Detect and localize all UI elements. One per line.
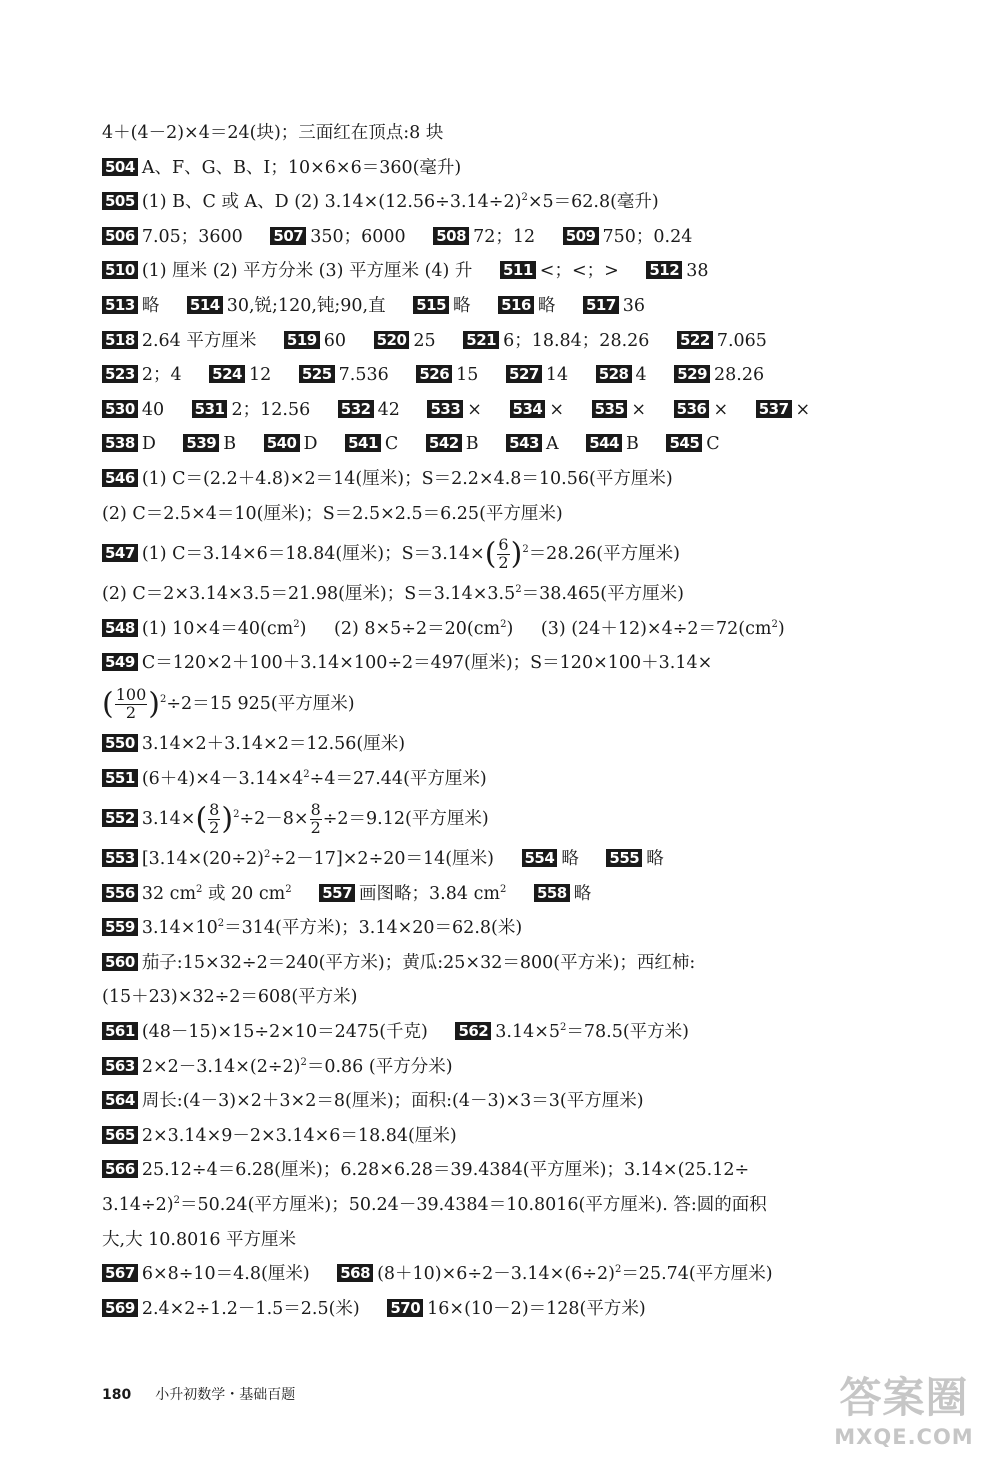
answer-text: 30,锐;120,钝;90,直 xyxy=(226,295,386,316)
exponent: 2 xyxy=(614,1264,622,1276)
fraction-denominator: 2 xyxy=(209,818,220,838)
answer-text: 25 xyxy=(413,330,436,351)
answer-text: D xyxy=(303,434,318,455)
answer-text: 350；6000 xyxy=(310,226,406,247)
question-number-badge: 513 xyxy=(102,296,138,314)
answer-line xyxy=(102,324,920,359)
fraction xyxy=(208,802,220,837)
answer-text: A xyxy=(545,434,559,455)
question-number-badge: 534 xyxy=(510,400,546,418)
question-number-badge: 553 xyxy=(102,849,138,867)
answer-text: (2) 8×5÷2＝20(cm xyxy=(334,618,501,639)
question-number-badge: 551 xyxy=(102,769,138,787)
question-number-badge: 538 xyxy=(102,434,138,452)
answer-line xyxy=(102,116,920,151)
question-number-badge: 539 xyxy=(183,434,219,452)
answer-text: 4 xyxy=(635,365,647,386)
fraction-numerator: 6 xyxy=(498,535,509,555)
question-number-badge: 508 xyxy=(433,227,469,245)
question-number-badge: 530 xyxy=(102,400,138,418)
answer-line xyxy=(102,946,920,981)
fraction xyxy=(310,802,322,837)
answer-text: (1) C＝(2.2＋4.8)×2＝14(厘米)；S＝2.2×4.8＝10.56(平方厘米) xyxy=(141,468,673,489)
answer-text: ＝314(平方米)；3.14×20＝62.8(米) xyxy=(224,918,523,939)
answer-line xyxy=(102,358,920,393)
answer-text: <；<；> xyxy=(539,261,619,282)
question-number-badge: 527 xyxy=(506,365,542,383)
question-number-badge: 504 xyxy=(102,158,138,176)
answer-text: ＝0.86 (平方分米) xyxy=(306,1056,453,1077)
answer-text: ＝78.5(平方米) xyxy=(566,1022,690,1043)
question-number-badge: 522 xyxy=(677,331,713,349)
answer-line xyxy=(102,1050,920,1085)
answer-text: 略 xyxy=(453,295,471,316)
question-number-badge: 523 xyxy=(102,365,138,383)
fraction xyxy=(115,687,148,722)
question-number-badge: 561 xyxy=(102,1022,138,1040)
question-number-badge: 568 xyxy=(337,1264,373,1282)
answer-text: 15 xyxy=(456,365,479,386)
answer-text: 60 xyxy=(323,330,347,351)
question-number-badge: 565 xyxy=(102,1126,138,1144)
question-number-badge: 519 xyxy=(284,331,320,349)
answer-text: 38 xyxy=(686,261,709,282)
question-number-badge: 517 xyxy=(583,296,619,314)
question-number-badge: 528 xyxy=(596,365,632,383)
answer-text: 6×8÷10＝4.8(厘米) xyxy=(141,1264,310,1285)
answer-text: (48－15)×15÷2×10＝2475(千克) xyxy=(141,1022,428,1043)
answer-text: (2) C＝2×3.14×3.5＝21.98(厘米)；S＝3.14×3.5 xyxy=(102,584,516,605)
answer-text: 7.065 xyxy=(716,330,767,351)
answer-text: × xyxy=(467,399,482,420)
question-number-badge: 514 xyxy=(187,296,223,314)
answer-line xyxy=(102,646,920,681)
page-footer xyxy=(102,1385,702,1405)
answer-text: 32 cm xyxy=(141,883,197,904)
answer-text: 3.14× xyxy=(141,809,196,830)
answer-text: [3.14×(20÷2) xyxy=(141,849,264,870)
answer-text: 7.05；3600 xyxy=(141,226,243,247)
question-number-badge: 526 xyxy=(416,365,452,383)
question-number-badge: 512 xyxy=(646,261,682,279)
answer-text: ÷2＝15 925(平方厘米) xyxy=(166,693,355,714)
exponent: 2 xyxy=(522,544,529,556)
question-number-badge: 532 xyxy=(338,400,374,418)
answer-line xyxy=(102,220,920,255)
question-number-badge: 554 xyxy=(522,849,558,867)
exponent: 2 xyxy=(499,883,507,895)
answer-text: 3.14×2＋3.14×2＝12.56(厘米) xyxy=(141,733,406,754)
answer-text: (2) C＝2.5×4＝10(厘米)；S＝2.5×2.5＝6.25(平方厘米) xyxy=(102,503,563,524)
answer-text: 12 xyxy=(248,365,272,386)
question-number-badge: 505 xyxy=(102,192,138,210)
answer-text: 3.14×5 xyxy=(495,1022,561,1043)
answer-text: ÷4＝27.44(平方厘米) xyxy=(309,768,487,789)
question-number-badge: 569 xyxy=(102,1299,138,1317)
book-title: 小升初数学・基础百题 xyxy=(155,1387,296,1403)
fraction-denominator: 2 xyxy=(498,553,509,573)
question-number-badge: 549 xyxy=(102,653,138,671)
answer-text: (1) 10×4＝40(cm xyxy=(141,618,294,639)
exponent: 2 xyxy=(521,192,528,204)
answer-text: (15＋23)×32÷2＝608(平方米) xyxy=(102,987,358,1008)
question-number-badge: 544 xyxy=(586,434,622,452)
answer-text: 750；0.24 xyxy=(602,226,693,247)
page-number: 180 xyxy=(102,1387,132,1403)
answer-text: 2.4×2÷1.2－1.5＝2.5(米) xyxy=(141,1298,360,1319)
question-number-badge: 547 xyxy=(102,544,138,562)
question-number-badge: 510 xyxy=(102,261,138,279)
question-number-badge: 521 xyxy=(463,331,499,349)
answer-line xyxy=(102,1119,920,1154)
answer-text: B xyxy=(223,434,237,455)
answer-text: (8＋10)×6÷2－3.14×(6÷2) xyxy=(377,1264,615,1285)
exponent: 2 xyxy=(293,618,300,630)
answer-text: 略 xyxy=(646,849,664,870)
answer-text: C xyxy=(384,434,399,455)
answer-line xyxy=(102,577,920,612)
answer-text: 略 xyxy=(537,295,556,316)
answer-line xyxy=(102,1153,920,1188)
question-number-badge: 507 xyxy=(270,227,306,245)
watermark-logo: 答案圈 xyxy=(839,1373,969,1422)
answer-text: 2×2－3.14×(2÷2) xyxy=(141,1056,301,1077)
answer-line xyxy=(102,151,920,186)
answer-text: 略 xyxy=(561,849,579,870)
answer-line xyxy=(102,842,920,877)
answer-line xyxy=(102,1084,920,1119)
exponent: 2 xyxy=(173,1195,180,1207)
question-number-badge: 564 xyxy=(102,1091,138,1109)
answer-line xyxy=(102,1015,920,1050)
answer-line xyxy=(102,1188,920,1223)
answer-text: 16×(10－2)＝128(平方米) xyxy=(427,1298,646,1319)
answer-text: ÷2－17]×2÷20＝14(厘米) xyxy=(270,849,494,870)
exponent: 2 xyxy=(285,883,292,895)
answer-line xyxy=(102,1292,920,1327)
answer-text: 或 20 cm xyxy=(202,883,286,904)
exponent: 2 xyxy=(217,918,225,930)
answer-text: (1) 厘米 (2) 平方分米 (3) 平方厘米 (4) 升 xyxy=(141,261,473,282)
answer-text: ×5＝62.8(毫升) xyxy=(527,192,659,213)
question-number-badge: 516 xyxy=(498,296,534,314)
answer-text: ) xyxy=(299,618,307,639)
answer-text: A、F、G、B、I；10×6×6＝360(毫升) xyxy=(141,157,462,178)
question-number-badge: 546 xyxy=(102,469,138,487)
question-number-badge: 559 xyxy=(102,918,138,936)
exponent: 2 xyxy=(303,768,310,780)
answer-text: (3) (24＋12)×4÷2＝72(cm xyxy=(540,618,772,639)
answer-text: ＝38.465(平方厘米) xyxy=(521,584,684,605)
question-number-badge: 535 xyxy=(592,400,628,418)
answer-text: 6；18.84；28.26 xyxy=(503,330,650,351)
question-number-badge: 525 xyxy=(299,365,335,383)
question-number-badge: 548 xyxy=(102,619,138,637)
question-number-badge: 518 xyxy=(102,331,138,349)
answer-text: 7.536 xyxy=(338,365,389,386)
answer-line xyxy=(102,980,920,1015)
answer-text: 3.14÷2) xyxy=(102,1195,174,1216)
answer-text: C＝120×2＋100＋3.14×100÷2＝497(厘米)；S＝120×100＋3.14× xyxy=(141,653,713,674)
question-number-badge: 563 xyxy=(102,1057,138,1075)
question-number-badge: 542 xyxy=(426,434,462,452)
answer-text: ＝25.74(平方厘米) xyxy=(621,1264,773,1285)
question-number-badge: 558 xyxy=(534,884,570,902)
answer-line xyxy=(102,1223,920,1258)
answer-text: 36 xyxy=(622,295,646,316)
answer-text: 28.26 xyxy=(714,365,765,386)
answer-text: (1) C＝3.14×6＝18.84(厘米)；S＝3.14× xyxy=(141,544,485,565)
question-number-badge: 552 xyxy=(102,809,138,827)
answer-line xyxy=(102,393,920,428)
answer-text: × xyxy=(631,399,647,420)
answer-text: 25.12÷4＝6.28(厘米)；6.28×6.28＝39.4384(平方厘米)；3.14×(25.12÷ xyxy=(141,1160,750,1181)
answer-text: × xyxy=(549,399,565,420)
answer-text: 略 xyxy=(573,883,592,904)
question-number-badge: 540 xyxy=(264,434,300,452)
exponent: 2 xyxy=(300,1056,307,1068)
answer-text: (6＋4)×4－3.14×4 xyxy=(141,768,304,789)
question-number-badge: 533 xyxy=(427,400,463,418)
fraction xyxy=(497,537,509,572)
question-number-badge: 541 xyxy=(345,434,381,452)
answer-text: (1) B、C 或 A、D (2) 3.14×(12.56÷3.14÷2) xyxy=(141,192,522,213)
answer-line xyxy=(102,727,920,762)
answer-text: ÷2＝9.12(平方厘米) xyxy=(322,809,489,830)
answer-text: 2×3.14×9－2×3.14×6＝18.84(厘米) xyxy=(141,1125,457,1146)
exponent: 2 xyxy=(771,618,778,630)
question-number-badge: 520 xyxy=(374,331,410,349)
answer-line xyxy=(102,289,920,324)
answer-line xyxy=(102,427,920,462)
answer-text: × xyxy=(795,399,811,420)
answer-text: 72；12 xyxy=(473,226,536,247)
answer-line xyxy=(102,612,920,647)
watermark-url: MXQE.COM xyxy=(834,1425,974,1449)
question-number-badge: 560 xyxy=(102,953,138,971)
fraction-denominator: 2 xyxy=(310,818,321,838)
answer-line xyxy=(102,497,920,532)
answer-text: 大,大 10.8016 平方厘米 xyxy=(102,1229,297,1250)
exponent: 2 xyxy=(264,849,271,861)
answer-line: 547 (1) C＝3.14×6＝18.84(厘米)；S＝3.14×( $\frac{6}{2}$ )$^2$＝28.26(平方厘米) xyxy=(102,531,920,577)
answer-text: 周长:(4－3)×2＋3×2＝8(厘米)；面积:(4－3)×3＝3(平方厘米) xyxy=(141,1091,644,1112)
answer-line: ( $\frac{100}{2}$ )$^2$÷2＝15 925(平方厘米) xyxy=(102,685,355,722)
answer-text: C xyxy=(706,434,720,455)
answer-text: 4＋(4－2)×4＝24(块)；三面红在顶点:8 块 xyxy=(102,123,444,143)
exponent: 2 xyxy=(233,809,240,821)
fraction-denominator: 2 xyxy=(125,702,137,722)
question-number-badge: 556 xyxy=(102,884,138,902)
answer-text: 2.64 平方厘米 xyxy=(141,330,257,351)
fraction-numerator: 8 xyxy=(310,800,321,820)
answer-text: 画图略；3.84 cm xyxy=(359,883,500,904)
exponent: 2 xyxy=(159,693,167,705)
answer-text: 略 xyxy=(141,295,160,316)
answer-line xyxy=(102,185,920,220)
answer-line xyxy=(102,911,920,946)
question-number-badge: 562 xyxy=(455,1022,491,1040)
answer-text: × xyxy=(713,399,729,420)
answer-text: B xyxy=(626,434,639,455)
answer-line: 552 3.14×( $\frac{8}{2}$ )$^2$÷2－8× $\frac{8}{2}$ ÷2＝9.12(平方厘米) xyxy=(102,796,920,842)
answer-text: ) xyxy=(506,618,514,639)
question-number-badge: 555 xyxy=(606,849,642,867)
answer-text: ＝28.26(平方厘米) xyxy=(528,544,680,565)
answer-text: B xyxy=(465,434,479,455)
question-number-badge: 536 xyxy=(674,400,710,418)
question-number-badge: 545 xyxy=(666,434,702,452)
answer-line xyxy=(102,877,920,912)
exponent: 2 xyxy=(515,584,522,596)
question-number-badge: 567 xyxy=(102,1264,138,1282)
answer-text: 2；12.56 xyxy=(231,399,311,420)
question-number-badge: 531 xyxy=(192,400,228,418)
question-number-badge: 515 xyxy=(413,296,449,314)
answer-text: 40 xyxy=(141,399,165,420)
answer-text: ) xyxy=(777,618,785,639)
fraction-numerator: 8 xyxy=(209,800,220,820)
exponent: 2 xyxy=(560,1022,567,1034)
watermark xyxy=(815,1372,993,1460)
answer-line xyxy=(102,462,920,497)
question-number-badge: 509 xyxy=(563,227,599,245)
fraction-numerator: 100 xyxy=(115,685,147,705)
question-number-badge: 537 xyxy=(756,400,792,418)
answer-content xyxy=(102,116,920,1326)
question-number-badge: 543 xyxy=(506,434,542,452)
question-number-badge: 550 xyxy=(102,734,138,752)
exponent: 2 xyxy=(196,883,203,895)
answer-text: ÷2－8× xyxy=(239,809,309,830)
question-number-badge: 511 xyxy=(500,261,536,279)
question-number-badge: 506 xyxy=(102,227,138,245)
answer-text: 42 xyxy=(377,399,400,420)
answer-text: 2；4 xyxy=(141,365,182,386)
question-number-badge: 524 xyxy=(209,365,245,383)
answer-text: 14 xyxy=(545,365,569,386)
answer-line xyxy=(102,762,920,797)
question-number-badge: 529 xyxy=(674,365,710,383)
answer-line xyxy=(102,254,920,289)
answer-line xyxy=(102,1257,920,1292)
exponent: 2 xyxy=(500,618,507,630)
question-number-badge: 570 xyxy=(387,1299,423,1317)
answer-text: ＝50.24(平方厘米)；50.24－39.4384＝10.8016(平方厘米). 答:圆的面积 xyxy=(179,1195,767,1216)
answer-text: 茄子:15×32÷2＝240(平方米)；黄瓜:25×32＝800(平方米)；西红柿: xyxy=(141,952,696,973)
question-number-badge: 566 xyxy=(102,1160,138,1178)
question-number-badge: 557 xyxy=(319,884,355,902)
answer-text: 3.14×10 xyxy=(141,918,218,939)
answer-text: D xyxy=(141,434,156,455)
